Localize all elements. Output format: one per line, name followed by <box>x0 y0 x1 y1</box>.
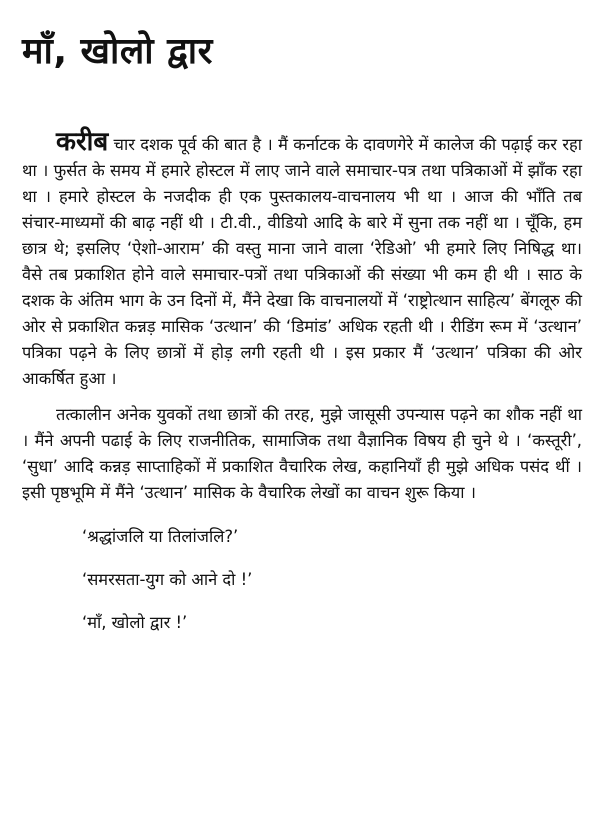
lead-word: करीब <box>56 127 109 158</box>
quote-item: ‘समरसता-युग को आने दो !’ <box>82 570 253 590</box>
quote-item: ‘श्रद्धांजलि या तिलांजलि?’ <box>82 527 239 547</box>
paragraph-1 <box>22 129 582 392</box>
page-title: माँ, खोलो द्वार <box>22 31 213 72</box>
quote-item: ‘माँ, खोलो द्वार !’ <box>82 613 188 633</box>
paragraph-2: तत्कालीन अनेक युवकों तथा छात्रों की तरह, मुझे जासूसी उपन्यास पढ़ने का शौक नहीं था । मैंने अपनी पढाई के लिए राजनीतिक, सामाजिक तथा वैज्ञानिक विषय ही चुने थे । ‘कस्तूरी’, ‘सुधा’ आदि कन्नड़ साप्ताहिकों में प्रकाशित वैचारिक लेख, कहानियाँ ही मुझे अधिक पसंद थीं । इसी पृष्ठभूमि में मैंने ‘उत्थान’ मासिक के वैचारिक लेखों का वाचन शुरू किया । <box>22 405 582 503</box>
quote-list <box>22 524 582 636</box>
paragraph-1-text: चार दशक पूर्व की बात है । मैं कर्नाटक के दावणगेरे में कालेज की पढ़ाई कर रहा था । फुर्सत के समय में हमारे होस्टल में लाए जाने वाले समाचार-पत्र तथा पत्रिकाओं में झाँक रहा था । हमारे होस्टल के नजदीक ही एक पुस्तकालय-वाचनालय भी था । आज की भाँति तब संचार-माध्यमों की बाढ़ नहीं थी । टी.वी., वीडियो आदि के बारे में सुना तक नहीं था । चूँकि, हम छात्र थे; इसलिए ‘ऐशो-आराम’ की वस्तु माना जाने वाला ‘रेडिओ’ भी हमारे लिए निषिद्ध था। वैसे तब प्रकाशित होने वाले समाचार-पत्रों तथा पत्रिकाओं की संख्या भी कम ही थी । साठ के दशक के अंतिम भाग के उन दिनों में, मैंने देखा कि वाचनालयों में ‘राष्ट्रोत्थान साहित्य’ बेंगलूरु की ओर से प्रकाशित कन्नड़ मासिक ‘उत्थान’ की ‘डिमांड’ अधिक रहती थी । रीडिंग रूम में ‘उत्थान’ पत्रिका पढ़ने के लिए छात्रों में होड़ लगी रहती थी । इस प्रकार मैं ‘उत्थान’ पत्रिका की ओर आकर्षित हुआ । <box>22 135 582 389</box>
